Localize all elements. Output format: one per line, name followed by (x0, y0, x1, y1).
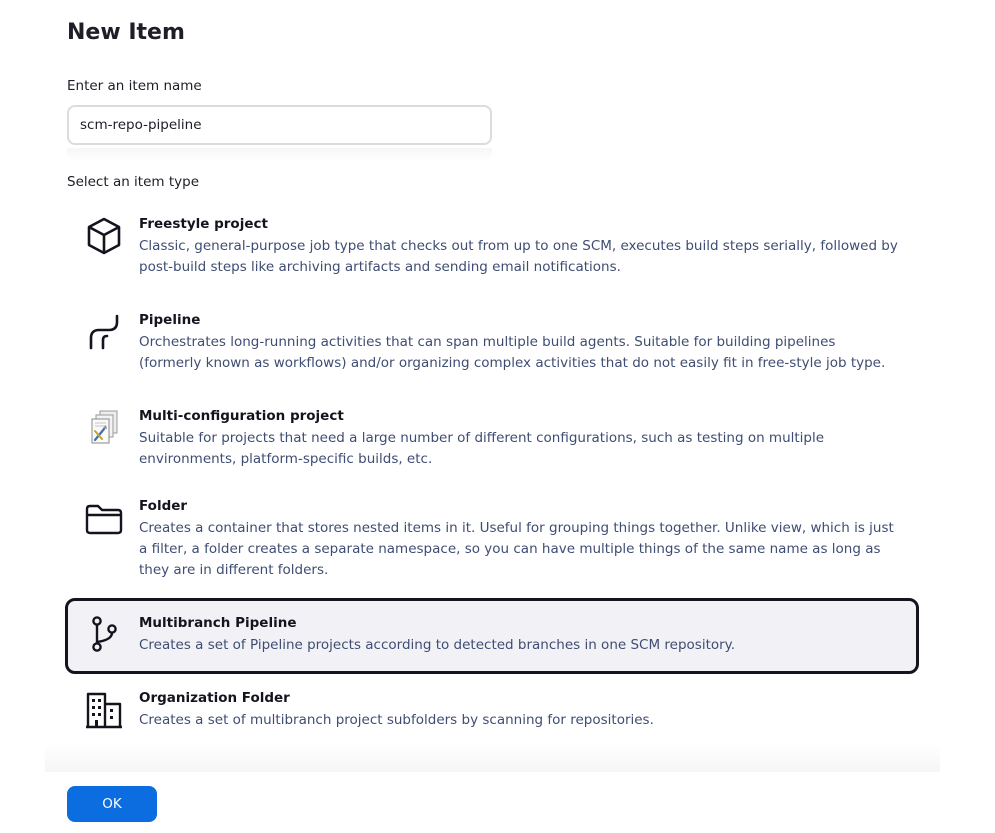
item-name: Multibranch Pipeline (139, 615, 297, 631)
ok-button[interactable]: OK (67, 786, 157, 822)
organization-building-icon (83, 689, 125, 731)
item-type-pipeline[interactable] (65, 304, 919, 384)
item-description: Classic, general-purpose job type that checks out from up to one SCM, executes build steps serially, followed by post-build steps like archiving artifacts and sending email notifications. (139, 238, 898, 275)
item-type-folder[interactable] (65, 491, 919, 591)
item-description: Creates a container that stores nested items in it. Useful for grouping things together. Unlike view, which is just a filter, a folder creates a separate namespace, so you can have multiple things of the same name as long as they are in different folders. (139, 520, 894, 578)
item-name: Freestyle project (139, 216, 268, 232)
item-name-label: Enter an item name (67, 78, 202, 94)
page-title: New Item (67, 20, 185, 45)
footer-shadow (45, 742, 940, 774)
item-type-multibranch-pipeline[interactable] (65, 598, 919, 674)
git-branch-icon (83, 613, 125, 655)
folder-icon (83, 498, 125, 540)
footer-bar (45, 772, 940, 833)
item-description: Creates a set of multibranch project subfolders by scanning for repositories. (139, 712, 654, 728)
item-type-label: Select an item type (67, 174, 200, 190)
item-description: Creates a set of Pipeline projects according to detected branches in one SCM repository. (139, 637, 736, 653)
item-name-input[interactable] (67, 105, 492, 145)
item-type-multi-configuration-project[interactable] (65, 400, 919, 480)
input-shadow (67, 148, 492, 162)
multi-config-icon (83, 407, 125, 449)
pipeline-icon (83, 311, 125, 353)
item-name: Pipeline (139, 312, 201, 328)
item-type-organization-folder[interactable] (65, 683, 919, 741)
item-description: Orchestrates long-running activities that can span multiple build agents. Suitable for building pipelines (formerly known as workflows) and/or organizing complex activities that do not easily fit in free-style job type. (139, 334, 886, 371)
freestyle-cube-icon (83, 215, 125, 257)
item-type-freestyle-project[interactable] (65, 208, 919, 288)
item-name: Folder (139, 498, 188, 514)
item-name: Multi-configuration project (139, 408, 344, 424)
item-name: Organization Folder (139, 690, 290, 706)
item-description: Suitable for projects that need a large number of different configurations, such as testing on multiple environments, platform-specific builds, etc. (139, 430, 825, 467)
